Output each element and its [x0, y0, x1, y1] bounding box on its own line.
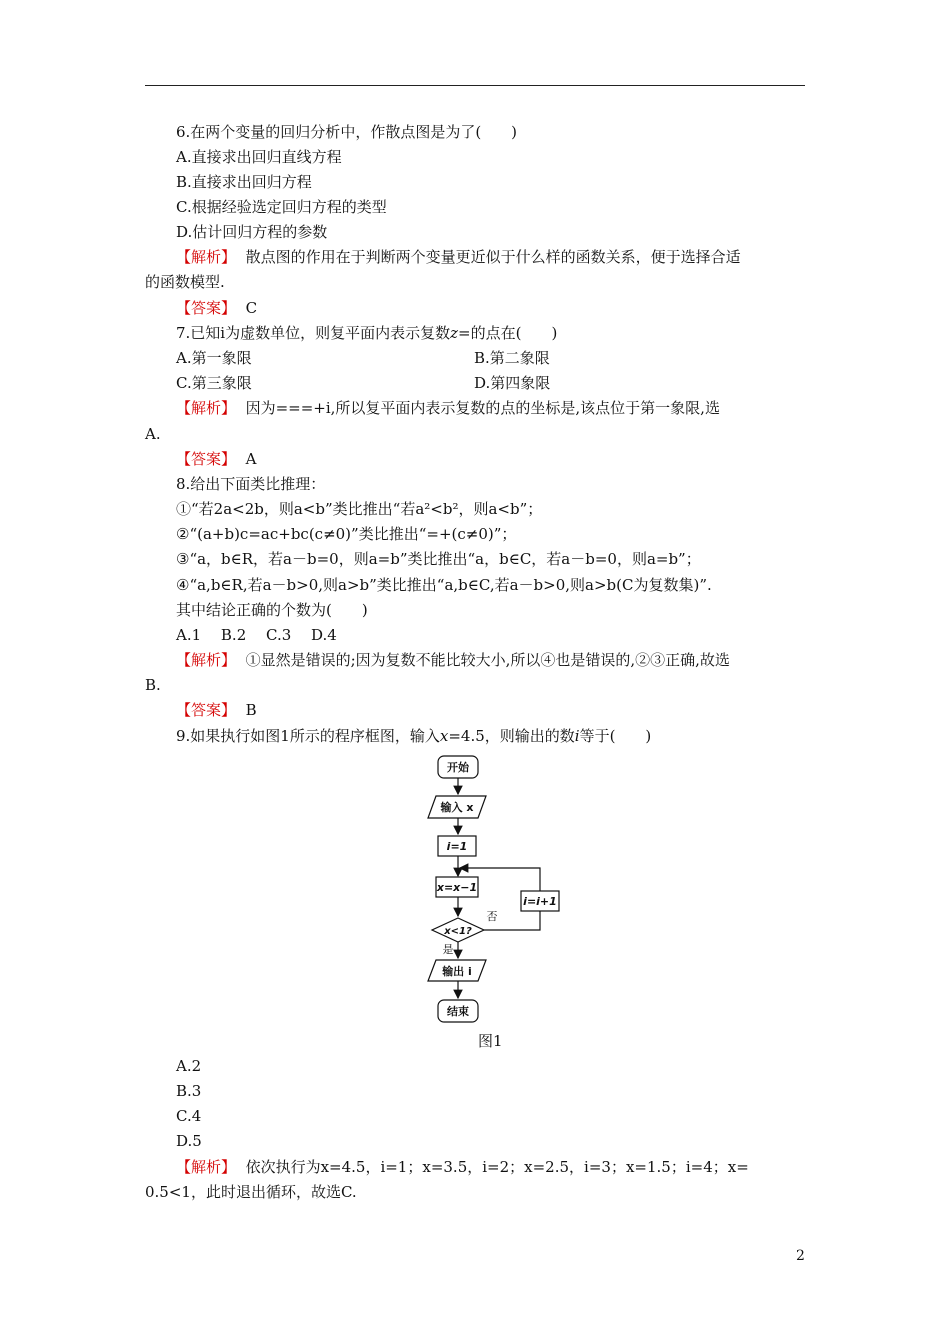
flow-output-label: 输出 i	[442, 965, 472, 978]
q9-stem-var2: i	[574, 727, 580, 745]
figure-caption: 图1	[478, 1032, 503, 1050]
q6-stem: 6.在两个变量的回归分析中，作散点图是为了( )	[176, 123, 518, 141]
q9-analysis-cont: 0.5<1，此时退出循环，故选C.	[145, 1183, 357, 1201]
q8-stem: 8.给出下面类比推理：	[176, 475, 326, 493]
q9-option-a: A.2	[176, 1057, 202, 1075]
analysis-tag: 【解析】	[176, 651, 237, 669]
q7-stem	[176, 323, 557, 343]
analysis-tag: 【解析】	[176, 1158, 237, 1176]
flowchart	[400, 750, 600, 1030]
q7-option-c: C.第三象限	[176, 374, 252, 392]
analysis-tag: 【解析】	[176, 399, 237, 417]
q8-analysis-text: ①显然是错误的;因为复数不能比较大小,所以④也是错误的,②③正确,故选	[245, 651, 730, 669]
flow-init-label: i=1	[446, 840, 468, 853]
q6-option-b: B.直接求出回归方程	[176, 173, 312, 191]
q8-item-3: ③“a，b∈R，若a－b=0，则a=b”类比推出“a，b∈C，若a－b=0，则a=b”；	[176, 550, 701, 568]
q8-item-2: ②“(a+b)c=ac+bc(c≠0)”类比推出“=+(c≠0)”；	[176, 525, 517, 543]
flow-end-label: 结束	[447, 1005, 469, 1018]
flow-condition-label: x<1?	[444, 926, 472, 937]
q7-analysis	[176, 398, 720, 418]
q6-answer	[176, 298, 257, 318]
flow-step-label: x=x−1	[436, 881, 478, 894]
q6-analysis	[176, 247, 741, 267]
flow-increment-label: i=i+1	[523, 895, 557, 908]
flow-no-label: 否	[486, 910, 498, 923]
flow-yes-label: 是	[442, 943, 454, 956]
q6-option-c: C.根据经验选定回归方程的类型	[176, 198, 387, 216]
q9-analysis	[176, 1157, 749, 1177]
q8-options: A.1 B.2 C.3 D.4	[176, 626, 337, 644]
q7-option-b: B.第二象限	[474, 349, 550, 367]
answer-tag: 【答案】	[176, 299, 237, 317]
header-rule	[145, 85, 805, 86]
q6-analysis-text: 散点图的作用在于判断两个变量更近似于什么样的函数关系，便于选择合适	[245, 248, 741, 266]
q8-answer	[176, 700, 257, 720]
q7-analysis-cont: A.	[145, 425, 161, 443]
q6-option-a: A.直接求出回归直线方程	[176, 148, 342, 166]
q9-stem-mid: =4.5，则输出的数	[448, 727, 575, 745]
q6-analysis-cont: 的函数模型.	[145, 273, 225, 291]
q7-answer	[176, 449, 256, 469]
q7-analysis-text: 因为===+i,所以复平面内表示复数的点的坐标是,该点位于第一象限,选	[245, 399, 720, 417]
flow-input-label: 输入 x	[440, 801, 474, 814]
q9-stem-var: x	[439, 727, 449, 745]
q9-option-c: C.4	[176, 1107, 202, 1125]
analysis-tag: 【解析】	[176, 248, 237, 266]
answer-tag: 【答案】	[176, 701, 237, 719]
q8-conclusion: 其中结论正确的个数为( )	[176, 601, 368, 619]
q7-stem-var: z	[450, 324, 459, 342]
q8-analysis	[176, 650, 730, 670]
q9-option-d: D.5	[176, 1132, 202, 1150]
q8-item-4: ④“a,b∈R,若a－b>0,则a>b”类比推出“a,b∈C,若a－b>0,则a>b(C为复数集)”.	[176, 576, 712, 594]
q7-option-d: D.第四象限	[474, 374, 551, 392]
q7-answer-value: A	[245, 450, 257, 468]
q7-stem-pre: 7.已知i为虚数单位，则复平面内表示复数	[176, 324, 451, 342]
q9-stem-pre: 9.如果执行如图1所示的程序框图，输入	[176, 727, 440, 745]
q9-analysis-text: 依次执行为x=4.5，i=1；x=3.5，i=2；x=2.5，i=3；x=1.5；i=4；x=	[245, 1158, 749, 1176]
page-number: 2	[796, 1248, 805, 1264]
q9-stem-post: 等于( )	[579, 727, 652, 745]
q9-stem	[176, 726, 651, 746]
q9-option-b: B.3	[176, 1082, 202, 1100]
q7-option-a: A.第一象限	[176, 349, 252, 367]
flow-start-label: 开始	[447, 761, 469, 774]
q8-analysis-cont: B.	[145, 676, 161, 694]
answer-tag: 【答案】	[176, 450, 237, 468]
q8-answer-value: B	[245, 701, 257, 719]
q7-stem-post: =的点在( )	[458, 324, 558, 342]
q6-option-d: D.估计回归方程的参数	[176, 223, 328, 241]
q6-answer-value: C	[245, 299, 258, 317]
q8-item-1: ①“若2a<2b，则a<b”类比推出“若a²<b²，则a<b”；	[176, 500, 543, 518]
